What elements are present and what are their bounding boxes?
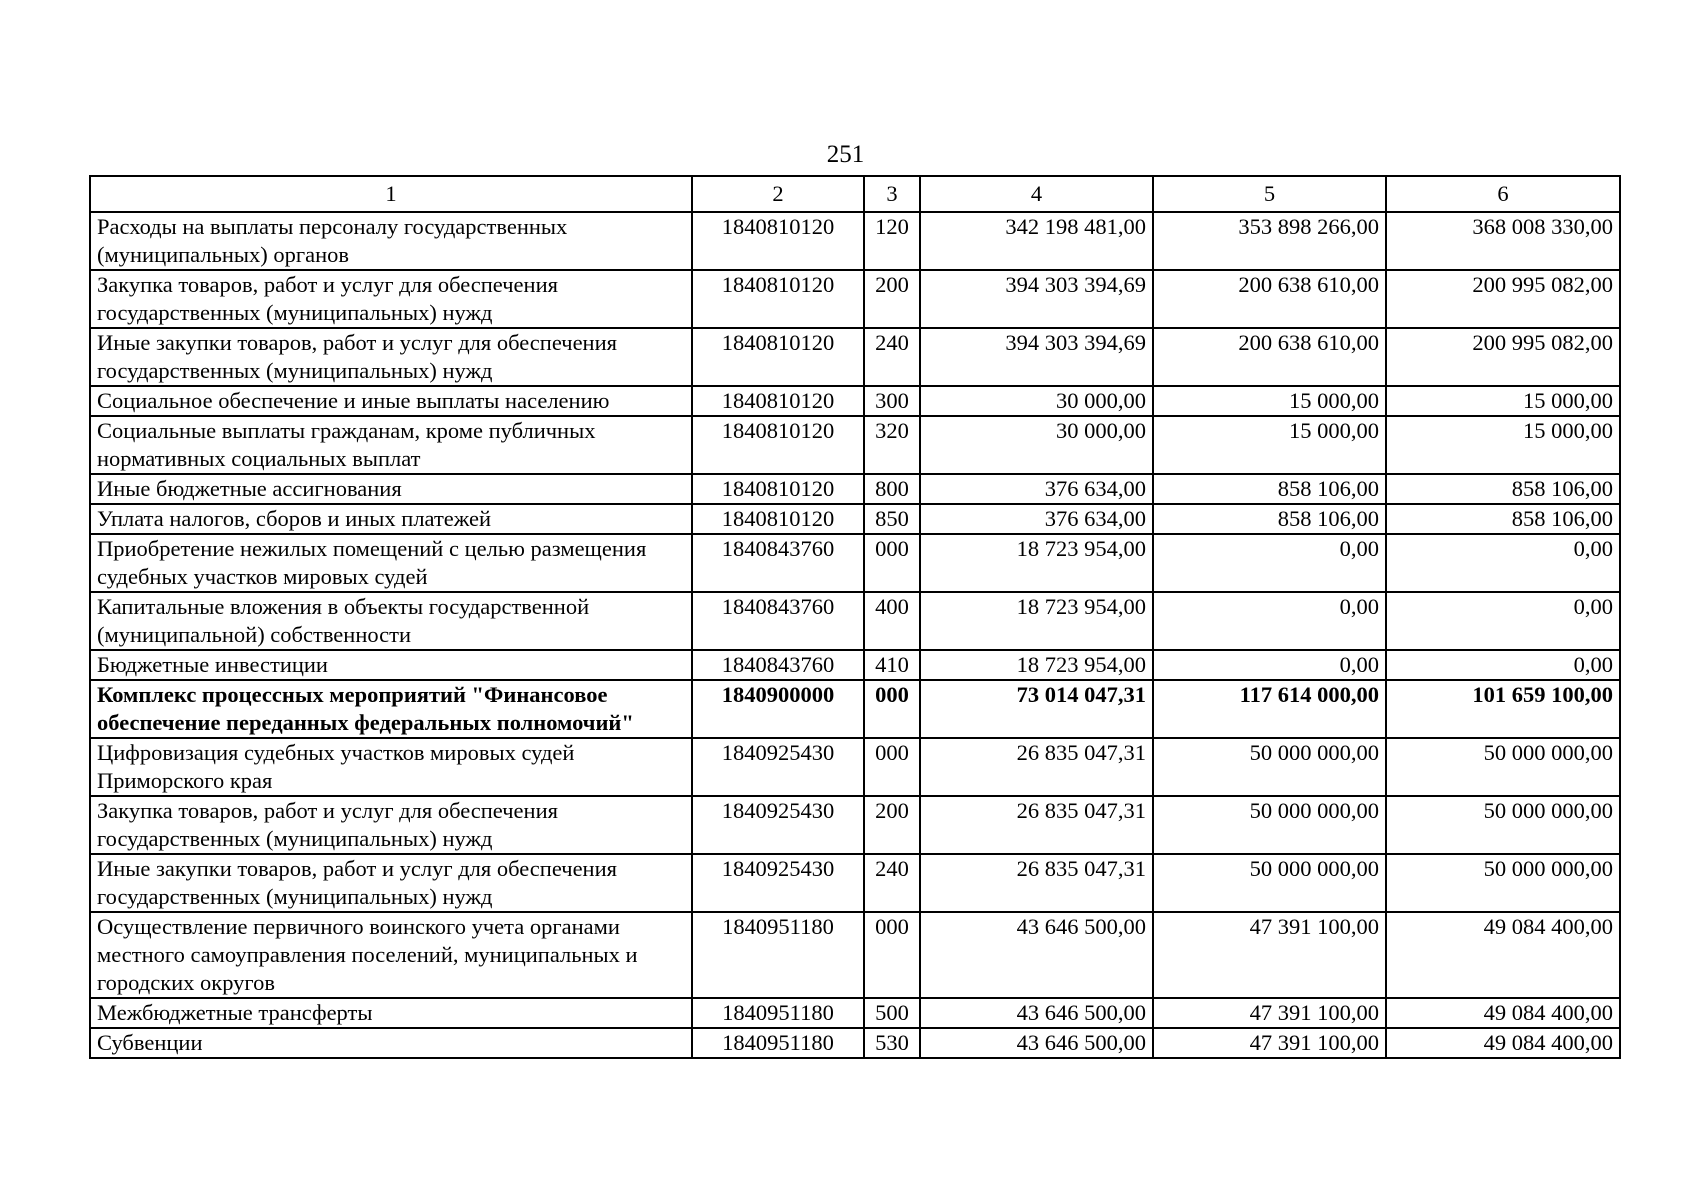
- table-row: [90, 416, 1620, 474]
- row-type: 000: [864, 738, 920, 796]
- row-type: 000: [864, 912, 920, 998]
- row-value-col4: 18 723 954,00: [920, 650, 1153, 680]
- row-value-col5: 117 614 000,00: [1153, 680, 1386, 738]
- column-header-5: 5: [1153, 176, 1386, 212]
- row-name: Иные закупки товаров, работ и услуг для обеспечения государственных (муниципальных) нужд: [90, 854, 692, 912]
- row-code: 1840900000: [692, 680, 864, 738]
- table-row: [90, 998, 1620, 1028]
- row-value-col4: 342 198 481,00: [920, 212, 1153, 270]
- row-type: 410: [864, 650, 920, 680]
- row-name: Комплекс процессных мероприятий "Финансовое обеспечение переданных федеральных полномочий": [90, 680, 692, 738]
- row-name: Социальные выплаты гражданам, кроме публичных нормативных социальных выплат: [90, 416, 692, 474]
- row-value-col5: 858 106,00: [1153, 504, 1386, 534]
- row-type: 530: [864, 1028, 920, 1058]
- table-row: [90, 854, 1620, 912]
- row-value-col4: 43 646 500,00: [920, 912, 1153, 998]
- page-number: 251: [826, 141, 865, 168]
- row-value-col5: 47 391 100,00: [1153, 1028, 1386, 1058]
- row-name: Закупка товаров, работ и услуг для обеспечения государственных (муниципальных) нужд: [90, 270, 692, 328]
- row-code: 1840951180: [692, 1028, 864, 1058]
- column-header-4: 4: [920, 176, 1153, 212]
- row-value-col5: 50 000 000,00: [1153, 796, 1386, 854]
- row-value-col6: 101 659 100,00: [1386, 680, 1620, 738]
- row-value-col6: 15 000,00: [1386, 386, 1620, 416]
- row-code: 1840951180: [692, 912, 864, 998]
- table-row: [90, 212, 1620, 270]
- row-value-col6: 200 995 082,00: [1386, 270, 1620, 328]
- row-code: 1840843760: [692, 534, 864, 592]
- row-value-col4: 26 835 047,31: [920, 796, 1153, 854]
- row-value-col6: 368 008 330,00: [1386, 212, 1620, 270]
- row-name: Межбюджетные трансферты: [90, 998, 692, 1028]
- row-value-col6: 49 084 400,00: [1386, 1028, 1620, 1058]
- row-type: 200: [864, 796, 920, 854]
- row-name: Иные закупки товаров, работ и услуг для обеспечения государственных (муниципальных) нужд: [90, 328, 692, 386]
- row-code: 1840843760: [692, 650, 864, 680]
- row-value-col6: 49 084 400,00: [1386, 998, 1620, 1028]
- row-value-col4: 73 014 047,31: [920, 680, 1153, 738]
- row-type: 120: [864, 212, 920, 270]
- row-type: 200: [864, 270, 920, 328]
- row-value-col6: 49 084 400,00: [1386, 912, 1620, 998]
- table-row: [90, 592, 1620, 650]
- row-value-col6: 0,00: [1386, 650, 1620, 680]
- column-header-2: 2: [692, 176, 864, 212]
- row-value-col5: 47 391 100,00: [1153, 912, 1386, 998]
- row-value-col5: 353 898 266,00: [1153, 212, 1386, 270]
- row-name: Цифровизация судебных участков мировых судей Приморского края: [90, 738, 692, 796]
- row-value-col5: 200 638 610,00: [1153, 270, 1386, 328]
- row-name: Расходы на выплаты персоналу государственных (муниципальных) органов: [90, 212, 692, 270]
- table-row: [90, 796, 1620, 854]
- row-value-col6: 200 995 082,00: [1386, 328, 1620, 386]
- table-row: [90, 680, 1620, 738]
- row-name: Капитальные вложения в объекты государственной (муниципальной) собственности: [90, 592, 692, 650]
- row-value-col4: 30 000,00: [920, 386, 1153, 416]
- row-code: 1840843760: [692, 592, 864, 650]
- row-name: Социальное обеспечение и иные выплаты населению: [90, 386, 692, 416]
- table-row: [90, 504, 1620, 534]
- row-code: 1840810120: [692, 504, 864, 534]
- row-value-col5: 0,00: [1153, 650, 1386, 680]
- row-type: 800: [864, 474, 920, 504]
- row-value-col5: 858 106,00: [1153, 474, 1386, 504]
- row-value-col6: 0,00: [1386, 592, 1620, 650]
- row-code: 1840951180: [692, 998, 864, 1028]
- row-value-col4: 26 835 047,31: [920, 738, 1153, 796]
- table-row: [90, 912, 1620, 998]
- row-name: Приобретение нежилых помещений с целью размещения судебных участков мировых судей: [90, 534, 692, 592]
- row-name: Иные бюджетные ассигнования: [90, 474, 692, 504]
- table-row: [90, 650, 1620, 680]
- row-value-col6: 0,00: [1386, 534, 1620, 592]
- row-value-col4: 43 646 500,00: [920, 1028, 1153, 1058]
- table-row: [90, 534, 1620, 592]
- row-value-col6: 858 106,00: [1386, 504, 1620, 534]
- row-code: 1840810120: [692, 328, 864, 386]
- row-value-col5: 47 391 100,00: [1153, 998, 1386, 1028]
- row-code: 1840810120: [692, 416, 864, 474]
- row-value-col4: 376 634,00: [920, 504, 1153, 534]
- row-value-col6: 50 000 000,00: [1386, 738, 1620, 796]
- row-value-col4: 26 835 047,31: [920, 854, 1153, 912]
- row-code: 1840810120: [692, 270, 864, 328]
- budget-table: [89, 175, 1621, 1059]
- table-row: [90, 1028, 1620, 1058]
- row-value-col6: 50 000 000,00: [1386, 796, 1620, 854]
- column-header-row: [90, 176, 1620, 212]
- row-name: Закупка товаров, работ и услуг для обеспечения государственных (муниципальных) нужд: [90, 796, 692, 854]
- row-type: 850: [864, 504, 920, 534]
- row-value-col5: 0,00: [1153, 534, 1386, 592]
- row-name: Осуществление первичного воинского учета органами местного самоуправления поселений, муниципальных и городских округов: [90, 912, 692, 998]
- row-type: 000: [864, 680, 920, 738]
- row-value-col5: 50 000 000,00: [1153, 854, 1386, 912]
- row-value-col6: 15 000,00: [1386, 416, 1620, 474]
- row-code: 1840810120: [692, 386, 864, 416]
- row-value-col5: 15 000,00: [1153, 416, 1386, 474]
- row-value-col4: 43 646 500,00: [920, 998, 1153, 1028]
- row-value-col5: 50 000 000,00: [1153, 738, 1386, 796]
- column-header-1: 1: [90, 176, 692, 212]
- table-row: [90, 474, 1620, 504]
- row-name: Уплата налогов, сборов и иных платежей: [90, 504, 692, 534]
- row-type: 500: [864, 998, 920, 1028]
- row-value-col4: 394 303 394,69: [920, 270, 1153, 328]
- table-row: [90, 386, 1620, 416]
- row-value-col4: 394 303 394,69: [920, 328, 1153, 386]
- row-type: 320: [864, 416, 920, 474]
- row-code: 1840925430: [692, 796, 864, 854]
- table-body: [90, 212, 1620, 1058]
- row-name: Бюджетные инвестиции: [90, 650, 692, 680]
- row-type: 240: [864, 854, 920, 912]
- row-value-col4: 18 723 954,00: [920, 534, 1153, 592]
- row-value-col6: 50 000 000,00: [1386, 854, 1620, 912]
- row-value-col5: 200 638 610,00: [1153, 328, 1386, 386]
- row-value-col4: 376 634,00: [920, 474, 1153, 504]
- row-code: 1840925430: [692, 738, 864, 796]
- row-value-col4: 30 000,00: [920, 416, 1153, 474]
- table-row: [90, 270, 1620, 328]
- row-type: 000: [864, 534, 920, 592]
- row-value-col6: 858 106,00: [1386, 474, 1620, 504]
- row-code: 1840810120: [692, 212, 864, 270]
- row-value-col5: 15 000,00: [1153, 386, 1386, 416]
- row-value-col4: 18 723 954,00: [920, 592, 1153, 650]
- row-name: Субвенции: [90, 1028, 692, 1058]
- table-row: [90, 328, 1620, 386]
- row-code: 1840810120: [692, 474, 864, 504]
- row-type: 300: [864, 386, 920, 416]
- row-code: 1840925430: [692, 854, 864, 912]
- row-value-col5: 0,00: [1153, 592, 1386, 650]
- row-type: 400: [864, 592, 920, 650]
- row-type: 240: [864, 328, 920, 386]
- column-header-6: 6: [1386, 176, 1620, 212]
- column-header-3: 3: [864, 176, 920, 212]
- table-row: [90, 738, 1620, 796]
